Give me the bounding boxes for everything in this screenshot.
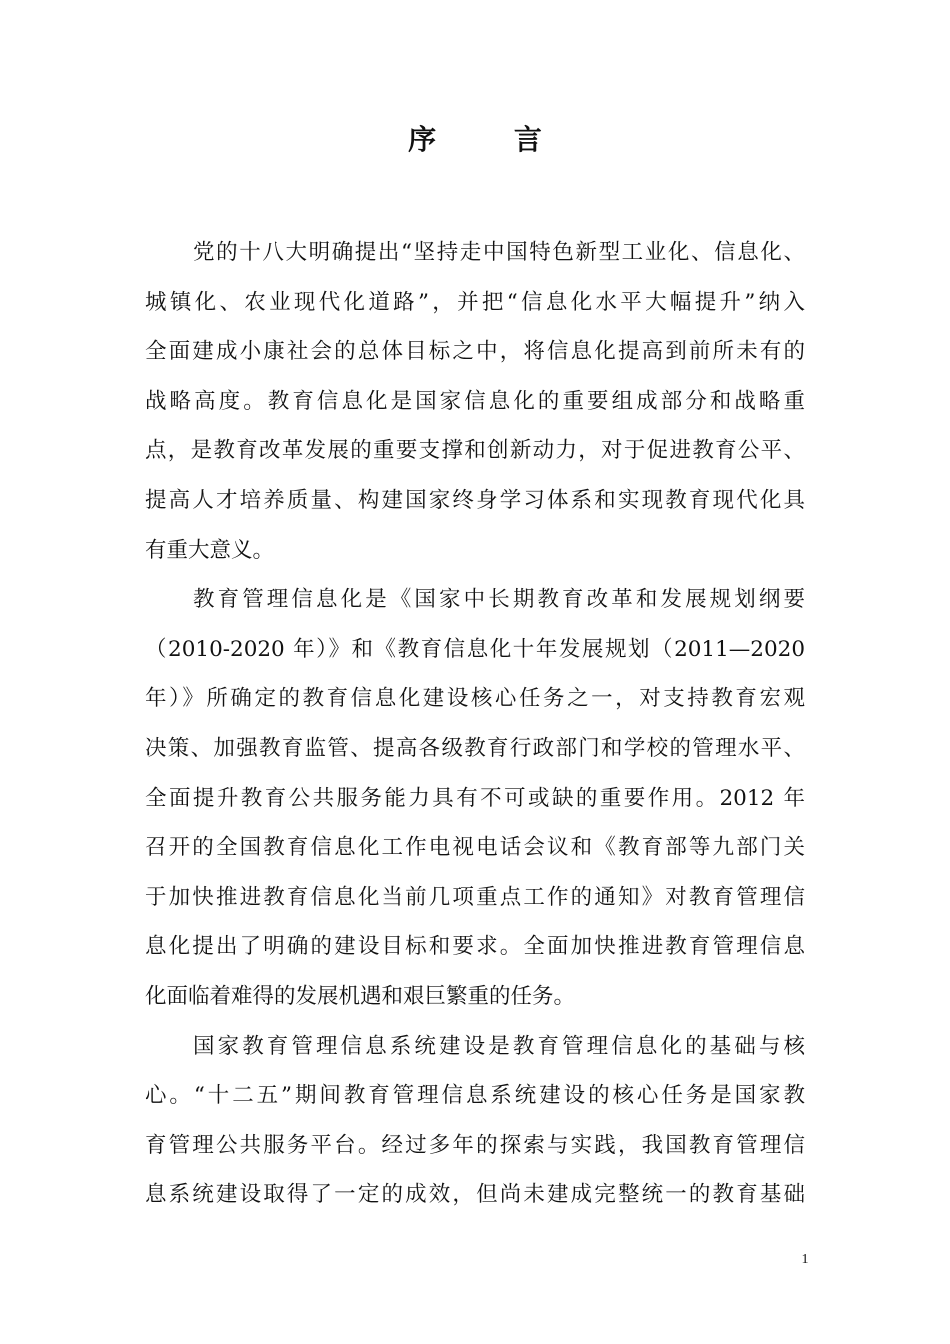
text-line: 心。“十二五”期间教育管理信息系统建设的核心任务是国家教: [145, 1083, 805, 1109]
page-title: 序 言: [408, 123, 576, 156]
text-line: 点，是教育改革发展的重要支撑和创新动力，对于促进教育公平、: [145, 438, 805, 464]
text-line: 化面临着难得的发展机遇和艰巨繁重的任务。: [145, 983, 576, 1009]
text-line: 提高人才培养质量、构建国家终身学习体系和实现教育现代化具: [145, 487, 805, 513]
text-line: 战略高度。教育信息化是国家信息化的重要组成部分和战略重: [145, 388, 805, 414]
text-line: 全面建成小康社会的总体目标之中，将信息化提高到前所未有的: [145, 339, 805, 365]
preface-body: [145, 228, 805, 1220]
text-line: 有重大意义。: [145, 537, 275, 563]
text-line: 全面提升教育公共服务能力具有不可或缺的重要作用。2012 年: [145, 785, 805, 811]
text-line: 育管理公共服务平台。经过多年的探索与实践，我国教育管理信: [145, 1132, 805, 1158]
text-line: 决策、加强教育监管、提高各级教育行政部门和学校的管理水平、: [145, 735, 805, 761]
text-line: 于加快推进教育信息化当前几项重点工作的通知》对教育管理信: [145, 884, 805, 910]
text-line: 国家教育管理信息系统建设是教育管理信息化的基础与核: [193, 1033, 805, 1059]
text-line: 召开的全国教育信息化工作电视电话会议和《教育部等九部门关: [145, 835, 805, 861]
page-number: 1: [801, 1252, 809, 1267]
text-line: 城镇化、农业现代化道路”，并把“信息化水平大幅提升”纳入: [145, 289, 805, 315]
text-line: 年）》所确定的教育信息化建设核心任务之一，对支持教育宏观: [145, 686, 805, 712]
text-line: 息系统建设取得了一定的成效，但尚未建成完整统一的教育基础: [145, 1182, 805, 1208]
text-line: 息化提出了明确的建设目标和要求。全面加快推进教育管理信息: [145, 934, 805, 960]
text-line: （2010-2020 年）》和《教育信息化十年发展规划（2011—2020: [145, 636, 805, 662]
text-line: 党的十八大明确提出“坚持走中国特色新型工业化、信息化、: [193, 240, 805, 265]
text-line: 教育管理信息化是《国家中长期教育改革和发展规划纲要: [193, 587, 805, 613]
